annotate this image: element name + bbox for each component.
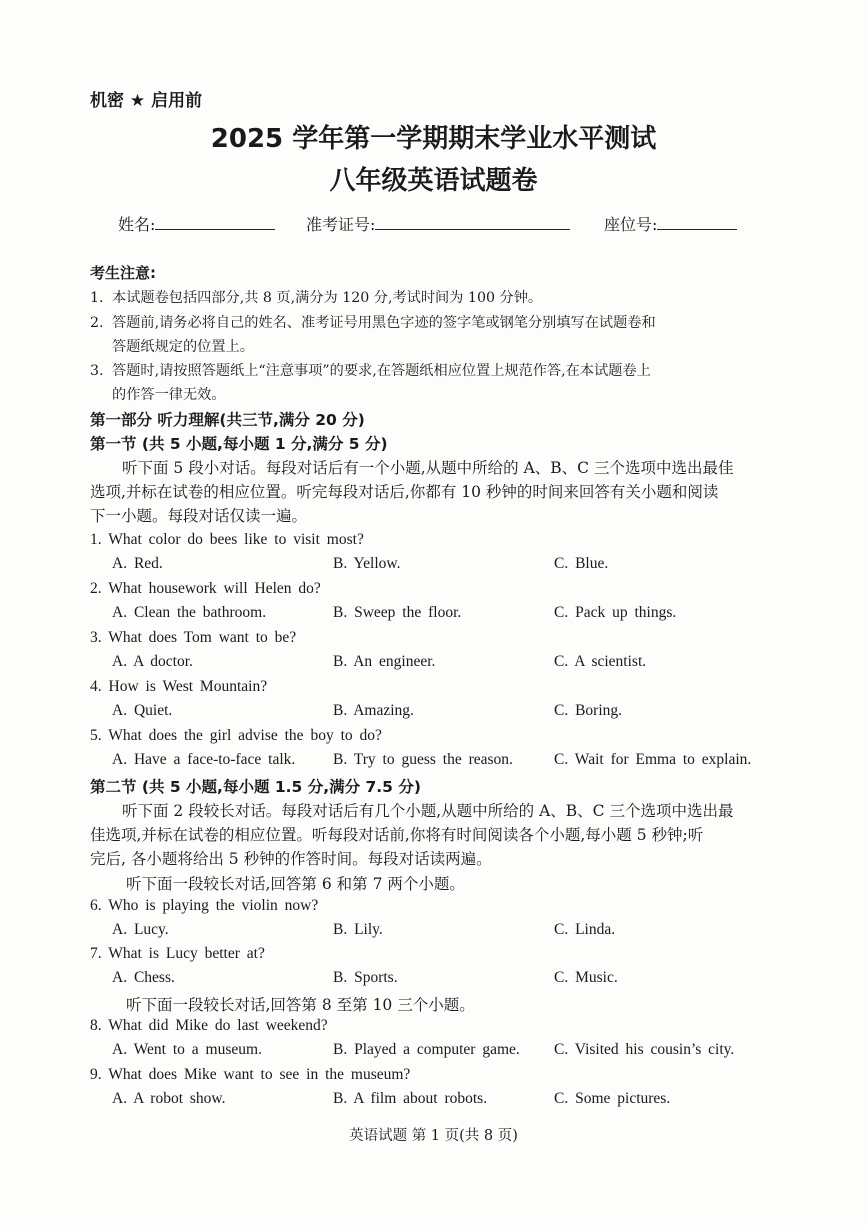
section2-heading: 第二节 (共 5 小题,每小题 1.5 分,满分 7.5 分) bbox=[90, 778, 421, 796]
q2-option-c[interactable]: C. Pack up things. bbox=[554, 604, 677, 621]
name-field[interactable] bbox=[118, 212, 275, 235]
seat-blank[interactable] bbox=[657, 215, 737, 230]
q7-option-c[interactable]: C. Music. bbox=[554, 969, 618, 986]
question-7: 7. What is Lucy better at? bbox=[90, 945, 265, 962]
seat-label: 座位号: bbox=[604, 215, 658, 234]
page-footer: 英语试题 第 1 页(共 8 页) bbox=[349, 1128, 518, 1144]
notice-item-1: 1. 本试题卷包括四部分,共 8 页,满分为 120 分,考试时间为 100 分钟。 bbox=[90, 290, 543, 306]
part1-heading: 第一部分 听力理解(共三节,满分 20 分) bbox=[90, 411, 365, 429]
q2-option-a[interactable]: A. Clean the bathroom. bbox=[112, 604, 267, 621]
q8-option-a[interactable]: A. Went to a museum. bbox=[112, 1041, 262, 1058]
q9-option-b[interactable]: B. A film about robots. bbox=[333, 1090, 488, 1107]
exam-number-label: 准考证号: bbox=[306, 215, 376, 234]
name-blank[interactable] bbox=[155, 215, 275, 230]
q6-option-c[interactable]: C. Linda. bbox=[554, 921, 616, 938]
q9-option-c[interactable]: C. Some pictures. bbox=[554, 1090, 671, 1107]
section1-instructions: 听下面 5 段小对话。每段对话后有一个小题,从题中所给的 A、B、C 三个选项中选出最佳 选项,并标在试卷的相应位置。听完每段对话后,你都有 10 秒钟的时间来回答有关小题和阅读 下一小题。每段对话仅读一遍。 bbox=[90, 459, 734, 525]
q4-option-a[interactable]: A. Quiet. bbox=[112, 702, 173, 719]
question-3: 3. What does Tom want to be? bbox=[90, 629, 297, 646]
q5-option-b[interactable]: B. Try to guess the reason. bbox=[333, 751, 513, 768]
q1-option-b[interactable]: B. Yellow. bbox=[333, 555, 401, 572]
q7-option-b[interactable]: B. Sports. bbox=[333, 969, 398, 986]
exam-subtitle: 八年级英语试题卷 bbox=[329, 166, 538, 196]
notice-item-3: 3. 答题时,请按照答题纸上“注意事项”的要求,在答题纸相应位置上规范作答,在本试题卷上 的作答一律无效。 bbox=[90, 363, 651, 403]
q8-option-b[interactable]: B. Played a computer game. bbox=[333, 1041, 520, 1058]
name-label: 姓名: bbox=[118, 215, 156, 234]
q3-option-a[interactable]: A. A doctor. bbox=[112, 653, 193, 670]
q6-option-b[interactable]: B. Lily. bbox=[333, 921, 383, 938]
dialogue-intro-6-7: 听下面一段较长对话,回答第 6 和第 7 两个小题。 bbox=[126, 875, 465, 893]
q4-option-b[interactable]: B. Amazing. bbox=[333, 702, 414, 719]
dialogue-intro-8-10: 听下面一段较长对话,回答第 8 至第 10 三个小题。 bbox=[126, 996, 475, 1014]
question-9: 9. What does Mike want to see in the museum? bbox=[90, 1066, 411, 1083]
exam-number-blank[interactable] bbox=[375, 215, 570, 230]
q4-option-c[interactable]: C. Boring. bbox=[554, 702, 623, 719]
q1-option-c[interactable]: C. Blue. bbox=[554, 555, 609, 572]
question-5: 5. What does the girl advise the boy to do? bbox=[90, 727, 382, 744]
q5-option-a[interactable]: A. Have a face-to-face talk. bbox=[112, 751, 296, 768]
notice-item-2: 2. 答题前,请务必将自己的姓名、准考证号用黑色字迹的签字笔或钢笔分别填写在试题卷和 答题纸规定的位置上。 bbox=[90, 315, 656, 355]
q7-option-a[interactable]: A. Chess. bbox=[112, 969, 175, 986]
exam-number-field[interactable] bbox=[306, 212, 570, 235]
q9-option-a[interactable]: A. A robot show. bbox=[112, 1090, 226, 1107]
question-8: 8. What did Mike do last weekend? bbox=[90, 1017, 328, 1034]
question-4: 4. How is West Mountain? bbox=[90, 678, 268, 695]
seat-field[interactable] bbox=[604, 212, 737, 235]
question-6: 6. Who is playing the violin now? bbox=[90, 897, 319, 914]
q5-option-c[interactable]: C. Wait for Emma to explain. bbox=[554, 751, 752, 768]
question-1: 1. What color do bees like to visit most? bbox=[90, 531, 364, 548]
q3-option-b[interactable]: B. An engineer. bbox=[333, 653, 436, 670]
q6-option-a[interactable]: A. Lucy. bbox=[112, 921, 169, 938]
q8-option-c[interactable]: C. Visited his cousin’s city. bbox=[554, 1041, 735, 1058]
exam-title: 2025 学年第一学期期末学业水平测试 bbox=[210, 124, 657, 154]
confidential-label: 机密 ★ 启用前 bbox=[90, 91, 203, 111]
section2-instructions: 听下面 2 段较长对话。每段对话后有几个小题,从题中所给的 A、B、C 三个选项中选出最 佳选项,并标在试卷的相应位置。听每段对话前,你将有时间阅读各个小题,每小题 5 秒钟;听 完后, 各小题将给出 5 秒钟的作答时间。每段对话读两遍。 bbox=[90, 802, 734, 868]
q3-option-c[interactable]: C. A scientist. bbox=[554, 653, 647, 670]
notice-heading: 考生注意: bbox=[90, 264, 156, 282]
question-2: 2. What housework will Helen do? bbox=[90, 580, 321, 597]
q1-option-a[interactable]: A. Red. bbox=[112, 555, 163, 572]
section1-heading: 第一节 (共 5 小题,每小题 1 分,满分 5 分) bbox=[90, 435, 388, 453]
q2-option-b[interactable]: B. Sweep the floor. bbox=[333, 604, 462, 621]
